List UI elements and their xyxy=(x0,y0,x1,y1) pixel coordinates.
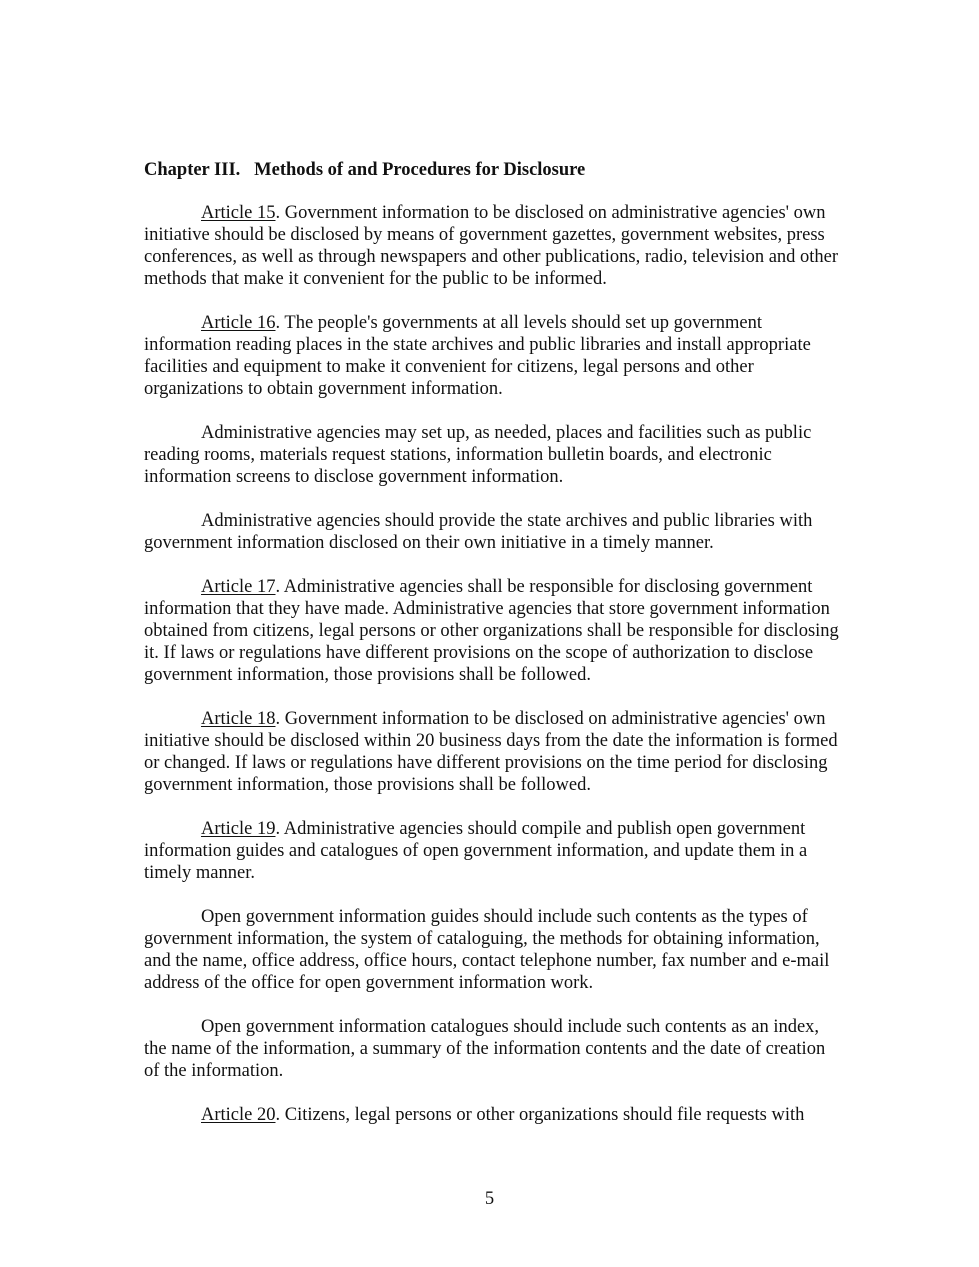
paragraph-text: Administrative agencies may set up, as needed, places and facilities such as public reading rooms, materials request stations, information bulletin boards, and electronic information screens to disclose government information. xyxy=(144,423,812,487)
article-20-paragraph xyxy=(144,1104,844,1126)
paragraph-text: Open government information catalogues should include such contents as an index, the name of the information, a summary of the information contents and the date of creation of the information. xyxy=(144,1017,826,1081)
paragraph-text: Open government information guides should include such contents as the types of government information, the system of cataloguing, the methods for obtaining information, and the name, office address, office hours, contact telephone number, fax number and e-mail address of the office for open government information work. xyxy=(144,907,830,993)
article-17-label: Article 17 xyxy=(201,577,276,597)
article-20-label: Article 20 xyxy=(201,1105,276,1125)
article-19-guides-paragraph xyxy=(144,906,844,994)
article-15-label: Article 15 xyxy=(201,203,276,223)
article-19-paragraph xyxy=(144,818,844,884)
article-16-text: . The people's governments at all levels should set up government information reading places in the state archives and public libraries and install appropriate facilities and equipment to make it convenient for citizens, legal persons and other organizations to obtain government information. xyxy=(144,313,811,399)
article-17-paragraph xyxy=(144,576,844,686)
article-19-text: . Administrative agencies should compile and publish open government information guides and catalogues of open government information, and update them in a timely manner. xyxy=(144,819,808,883)
article-16-reading-places-paragraph xyxy=(144,422,844,488)
article-20-text: . Citizens, legal persons or other organizations should file requests with xyxy=(275,1105,805,1125)
article-19-label: Article 19 xyxy=(201,819,276,839)
chapter-heading: Chapter III. Methods of and Procedures for Disclosure xyxy=(144,160,586,180)
article-18-text: . Government information to be disclosed on administrative agencies' own initiative should be disclosed within 20 business days from the date the information is formed or changed. If laws or regulations have different provisions on the time period for disclosing government information, those provisions shall be followed. xyxy=(144,709,838,795)
article-19-catalogues-paragraph xyxy=(144,1016,844,1082)
article-15-text: . Government information to be disclosed on administrative agencies' own initiative should be disclosed by means of government gazettes, government websites, press conferences, as well as through newspapers and other publications, radio, television and other methods that make it convenient for the public to be informed. xyxy=(144,203,839,289)
article-17-text: . Administrative agencies shall be responsible for disclosing government information that they have made. Administrative agencies that store government information obtained from citizens, legal persons or other organizations shall be responsible for disclosing it. If laws or regulations have different provisions on the scope of authorization to disclose government information, those provisions shall be followed. xyxy=(144,577,839,685)
article-16-label: Article 16 xyxy=(201,313,276,333)
article-16-archives-paragraph xyxy=(144,510,844,554)
article-18-paragraph xyxy=(144,708,844,796)
article-15-paragraph xyxy=(144,202,844,290)
paragraph-text: Administrative agencies should provide the state archives and public libraries with government information disclosed on their own initiative in a timely manner. xyxy=(144,511,813,553)
article-18-label: Article 18 xyxy=(201,709,276,729)
page-content xyxy=(144,158,844,1148)
article-16-paragraph xyxy=(144,312,844,400)
page-number: 5 xyxy=(484,1189,495,1209)
